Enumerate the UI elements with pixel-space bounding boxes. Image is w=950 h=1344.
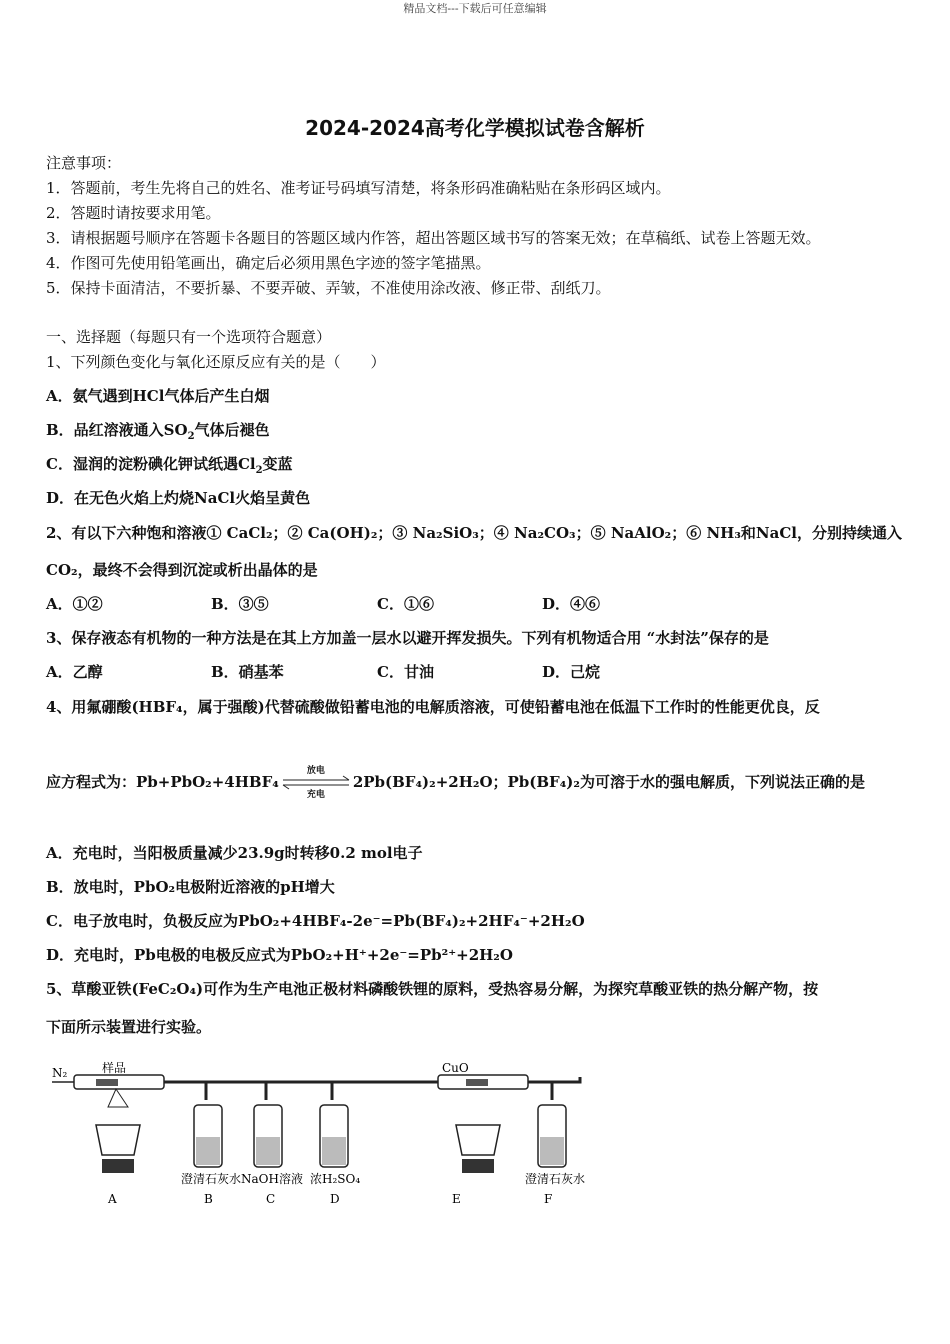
q4-equation: 应方程式为：Pb+PbO₂+4HBF₄ 放电 充电 2Pb(BF₄)₂+2H₂O；Pb(BF₄)₂为可溶于水的强电解质，下列说法正确的是 bbox=[46, 771, 865, 794]
q3-option-d: D．己烷 bbox=[542, 663, 601, 681]
reagent-label-b: 澄清石灰水 bbox=[181, 1172, 242, 1186]
q4-option-d: D．充电时，Pb电极的电极反应式为PbO₂+H⁺+2e⁻=Pb²⁺+2H₂O bbox=[46, 946, 513, 964]
header-note: 精品文档---下载后可任意编辑 bbox=[403, 2, 547, 15]
q3-option-b: B．硝基苯 bbox=[211, 663, 284, 681]
reversible-arrow-icon bbox=[281, 766, 351, 800]
q2-option-c: C．①⑥ bbox=[377, 595, 434, 613]
q4-stem-line1: 4、用氟硼酸(HBF₄，属于强酸)代替硫酸做铅蓄电池的电解质溶液，可使铅蓄电池在低温下工作时的性能更优良，反 bbox=[46, 698, 820, 716]
cuo-label: CuO bbox=[442, 1061, 469, 1075]
reagent-label-f: 澄清石灰水 bbox=[525, 1172, 586, 1186]
notice-heading: 注意事项： bbox=[46, 154, 122, 172]
notice-item: 4．作图可先使用铅笔画出，确定后必须用黑色字迹的签字笔描黑。 bbox=[46, 254, 491, 272]
reagent-label-d: 浓H₂SO₄ bbox=[310, 1172, 361, 1186]
apparatus-letter-a: A bbox=[108, 1192, 117, 1206]
notice-item: 5．保持卡面清洁，不要折暴、不要弄破、弄皱，不准使用涂改液、修正带、刮纸刀。 bbox=[46, 279, 611, 297]
page-title: 2024-2024高考化学模拟试卷含解析 bbox=[305, 116, 645, 140]
q1-option-d: D．在无色火焰上灼烧NaCl火焰呈黄色 bbox=[46, 489, 311, 507]
q1-stem: 1、下列颜色变化与氧化还原反应有关的是（ ） bbox=[46, 353, 386, 371]
apparatus-letter-d: D bbox=[330, 1192, 340, 1206]
q4-option-b: B．放电时，PbO₂电极附近溶液的pH增大 bbox=[46, 878, 335, 896]
arrow-label-charge: 充电 bbox=[306, 790, 325, 800]
notice-item: 3．请根据题号顺序在答题卡各题目的答题区域内作答，超出答题区域书写的答案无效；在草稿纸、试卷上答题无效。 bbox=[46, 229, 821, 247]
q4-option-a: A．充电时，当阳极质量减少23.9g时转移0.2 mol电子 bbox=[46, 844, 423, 862]
q5-stem-line1: 5、草酸亚铁(FeC₂O₄)可作为生产电池正极材料磷酸铁锂的原料，受热容易分解，为探究草酸亚铁的热分解产物，按 bbox=[46, 980, 819, 998]
q3-stem: 3、保存液态有机物的一种方法是在其上方加盖一层水以避开挥发损失。下列有机物适合用 “水封法”保存的是 bbox=[46, 629, 769, 647]
q5-stem-line2: 下面所示装置进行实验。 bbox=[46, 1018, 212, 1036]
section-heading: 一、选择题（每题只有一个选项符合题意） bbox=[46, 328, 332, 346]
apparatus-letter-f: F bbox=[544, 1192, 553, 1206]
q1-option-c: C．湿润的淀粉碘化钾试纸遇$Cl_2$变蓝 bbox=[46, 455, 293, 476]
arrow-label-discharge: 放电 bbox=[306, 766, 325, 776]
q2-option-a: A．①② bbox=[46, 595, 103, 613]
q2-stem-line1: 2、有以下六种饱和溶液① CaCl₂；② Ca(OH)₂；③ Na₂SiO₃；④ Na₂CO₃；⑤ NaAlO₂；⑥ NH₃和NaCl，分别持续通入 bbox=[46, 524, 902, 542]
apparatus-letter-e: E bbox=[452, 1192, 461, 1206]
notice-item: 1．答题前，考生先将自己的姓名、准考证号码填写清楚，将条形码准确粘贴在条形码区域内。 bbox=[46, 179, 671, 197]
q4-option-c: C．电子放电时，负极反应为PbO₂+4HBF₄-2e⁻=Pb(BF₄)₂+2HF₄⁻+2H₂O bbox=[46, 912, 585, 930]
notice-item: 2．答题时请按要求用笔。 bbox=[46, 204, 221, 222]
q3-option-c: C．甘油 bbox=[377, 663, 434, 681]
q3-option-a: A．乙醇 bbox=[46, 663, 103, 681]
experiment-apparatus-diagram bbox=[46, 1055, 606, 1215]
q2-option-d: D．④⑥ bbox=[542, 595, 601, 613]
q2-option-b: B．③⑤ bbox=[211, 595, 269, 613]
apparatus-letter-b: B bbox=[204, 1192, 213, 1206]
q1-option-a: A．氨气遇到HCl气体后产生白烟 bbox=[46, 387, 270, 405]
q1-option-b: B．品红溶液通入$SO_2$气体后褪色 bbox=[46, 421, 270, 442]
q2-stem-line2: CO₂，最终不会得到沉淀或析出晶体的是 bbox=[46, 561, 318, 579]
sample-label: 样品 bbox=[102, 1061, 127, 1075]
reagent-label-c: NaOH溶液 bbox=[241, 1172, 303, 1186]
n2-label: N₂ bbox=[52, 1066, 68, 1080]
apparatus-letter-c: C bbox=[266, 1192, 276, 1206]
